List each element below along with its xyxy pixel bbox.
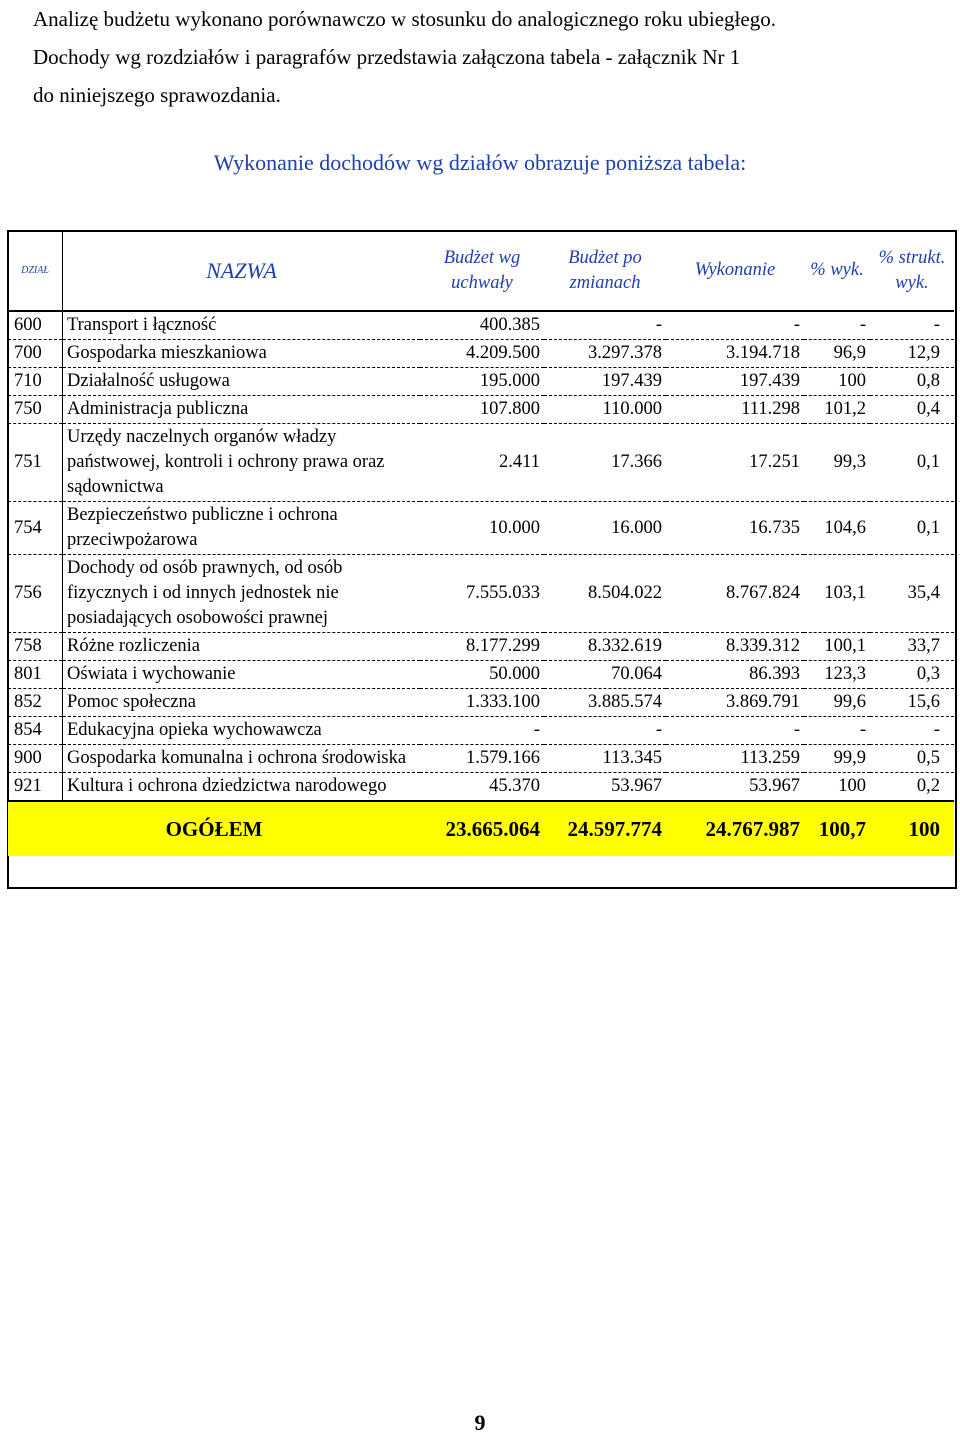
- total-pct-wyk: 100,7: [804, 801, 870, 856]
- row-pct-wyk: 100: [804, 368, 870, 396]
- row-budzet-po: 197.439: [544, 368, 666, 396]
- row-code: 600: [8, 311, 63, 340]
- row-pct-wyk: 99,9: [804, 745, 870, 773]
- budget-table: [8, 231, 954, 856]
- row-pct-strukt: 33,7: [870, 633, 954, 661]
- row-pct-wyk: 123,3: [804, 661, 870, 689]
- table-row: [8, 555, 954, 633]
- table-row: [8, 633, 954, 661]
- table-heading: Wykonanie dochodów wg działów obrazuje poniższa tabela:: [213, 150, 747, 175]
- row-wykonanie: 16.735: [666, 502, 804, 555]
- table-row: [8, 661, 954, 689]
- row-pct-strukt: 0,2: [870, 773, 954, 802]
- row-name: Urzędy naczelnych organów władzy państwowej, kontroli i ochrony prawa oraz sądownictwa: [63, 424, 421, 502]
- row-code: 700: [8, 340, 63, 368]
- header-wykonanie: Wykonanie: [666, 231, 804, 311]
- row-budzet-po: 16.000: [544, 502, 666, 555]
- row-pct-strukt: 0,3: [870, 661, 954, 689]
- row-wykonanie: 8.767.824: [666, 555, 804, 633]
- row-budzet-wg: -: [420, 717, 544, 745]
- row-name: Oświata i wychowanie: [63, 661, 421, 689]
- row-pct-strukt: 15,6: [870, 689, 954, 717]
- row-wykonanie: 197.439: [666, 368, 804, 396]
- table-row: [8, 502, 954, 555]
- row-budzet-wg: 195.000: [420, 368, 544, 396]
- row-wykonanie: 111.298: [666, 396, 804, 424]
- table-row: [8, 340, 954, 368]
- row-code: 921: [8, 773, 63, 802]
- row-wykonanie: -: [666, 717, 804, 745]
- row-pct-strukt: 35,4: [870, 555, 954, 633]
- row-pct-wyk: 103,1: [804, 555, 870, 633]
- intro-line-3: do niniejszego sprawozdania.: [33, 83, 281, 107]
- row-code: 758: [8, 633, 63, 661]
- row-wykonanie: 86.393: [666, 661, 804, 689]
- row-name: Dochody od osób prawnych, od osób fizycznych i od innych jednostek nie posiadających osobowości prawnej: [63, 555, 421, 633]
- row-budzet-po: 113.345: [544, 745, 666, 773]
- row-budzet-po: 3.885.574: [544, 689, 666, 717]
- row-pct-strukt: 0,1: [870, 502, 954, 555]
- header-pct-strukt: % strukt. wyk.: [870, 231, 954, 311]
- page-number: 9: [474, 1410, 486, 1435]
- row-pct-strukt: 0,5: [870, 745, 954, 773]
- row-budzet-po: 53.967: [544, 773, 666, 802]
- row-budzet-po: 70.064: [544, 661, 666, 689]
- table-row: [8, 311, 954, 340]
- row-code: 751: [8, 424, 63, 502]
- header-nazwa: NAZWA: [63, 231, 421, 311]
- row-name: Różne rozliczenia: [63, 633, 421, 661]
- row-pct-wyk: 96,9: [804, 340, 870, 368]
- row-code: 852: [8, 689, 63, 717]
- total-label: OGÓŁEM: [8, 801, 420, 856]
- table-row: [8, 717, 954, 745]
- row-name: Transport i łączność: [63, 311, 421, 340]
- header-budzet-po: Budżet po zmianach: [544, 231, 666, 311]
- row-code: 756: [8, 555, 63, 633]
- header-dzial: DZIAŁ: [8, 231, 63, 311]
- table-row: [8, 689, 954, 717]
- row-wykonanie: 3.194.718: [666, 340, 804, 368]
- row-pct-wyk: 104,6: [804, 502, 870, 555]
- row-code: 900: [8, 745, 63, 773]
- row-pct-strukt: 0,4: [870, 396, 954, 424]
- row-code: 801: [8, 661, 63, 689]
- row-wykonanie: 17.251: [666, 424, 804, 502]
- row-budzet-wg: 8.177.299: [420, 633, 544, 661]
- row-budzet-wg: 45.370: [420, 773, 544, 802]
- row-pct-strukt: 0,8: [870, 368, 954, 396]
- intro-line-1: Analizę budżetu wykonano porównawczo w stosunku do analogicznego roku ubiegłego.: [33, 7, 776, 31]
- row-budzet-wg: 2.411: [420, 424, 544, 502]
- row-pct-wyk: 100: [804, 773, 870, 802]
- header-pct-wyk: % wyk.: [804, 231, 870, 311]
- row-name: Gospodarka komunalna i ochrona środowiska: [63, 745, 421, 773]
- row-wykonanie: -: [666, 311, 804, 340]
- total-budzet-wg: 23.665.064: [420, 801, 544, 856]
- row-pct-strukt: -: [870, 717, 954, 745]
- row-budzet-po: 110.000: [544, 396, 666, 424]
- row-name: Bezpieczeństwo publiczne i ochrona przeciwpożarowa: [63, 502, 421, 555]
- row-budzet-wg: 1.579.166: [420, 745, 544, 773]
- row-wykonanie: 3.869.791: [666, 689, 804, 717]
- row-budzet-wg: 50.000: [420, 661, 544, 689]
- row-pct-wyk: 101,2: [804, 396, 870, 424]
- row-budzet-po: -: [544, 717, 666, 745]
- row-pct-strukt: -: [870, 311, 954, 340]
- row-budzet-wg: 4.209.500: [420, 340, 544, 368]
- total-budzet-po: 24.597.774: [544, 801, 666, 856]
- row-budzet-wg: 400.385: [420, 311, 544, 340]
- row-budzet-po: 17.366: [544, 424, 666, 502]
- row-code: 750: [8, 396, 63, 424]
- row-pct-wyk: -: [804, 311, 870, 340]
- row-pct-strukt: 0,1: [870, 424, 954, 502]
- row-name: Pomoc społeczna: [63, 689, 421, 717]
- row-budzet-po: 8.332.619: [544, 633, 666, 661]
- row-pct-strukt: 12,9: [870, 340, 954, 368]
- table-row: [8, 424, 954, 502]
- row-budzet-wg: 7.555.033: [420, 555, 544, 633]
- total-pct-strukt: 100: [870, 801, 954, 856]
- row-budzet-po: 8.504.022: [544, 555, 666, 633]
- row-name: Kultura i ochrona dziedzictwa narodowego: [63, 773, 421, 802]
- row-code: 754: [8, 502, 63, 555]
- row-name: Gospodarka mieszkaniowa: [63, 340, 421, 368]
- row-pct-wyk: 100,1: [804, 633, 870, 661]
- row-name: Administracja publiczna: [63, 396, 421, 424]
- table-header-row: [8, 231, 954, 311]
- row-wykonanie: 8.339.312: [666, 633, 804, 661]
- row-budzet-wg: 10.000: [420, 502, 544, 555]
- row-budzet-po: -: [544, 311, 666, 340]
- row-pct-wyk: -: [804, 717, 870, 745]
- total-row: [8, 801, 954, 856]
- row-name: Działalność usługowa: [63, 368, 421, 396]
- table-row: [8, 745, 954, 773]
- table-row: [8, 368, 954, 396]
- table-row: [8, 396, 954, 424]
- row-budzet-po: 3.297.378: [544, 340, 666, 368]
- row-name: Edukacyjna opieka wychowawcza: [63, 717, 421, 745]
- row-budzet-wg: 107.800: [420, 396, 544, 424]
- header-budzet-wg: Budżet wg uchwały: [420, 231, 544, 311]
- row-pct-wyk: 99,3: [804, 424, 870, 502]
- intro-line-2: Dochody wg rozdziałów i paragrafów przedstawia załączona tabela - załącznik Nr 1: [33, 45, 741, 69]
- row-budzet-wg: 1.333.100: [420, 689, 544, 717]
- row-pct-wyk: 99,6: [804, 689, 870, 717]
- row-code: 710: [8, 368, 63, 396]
- row-wykonanie: 113.259: [666, 745, 804, 773]
- intro-paragraph: [33, 0, 933, 114]
- table-row: [8, 773, 954, 802]
- row-wykonanie: 53.967: [666, 773, 804, 802]
- row-code: 854: [8, 717, 63, 745]
- total-wykonanie: 24.767.987: [666, 801, 804, 856]
